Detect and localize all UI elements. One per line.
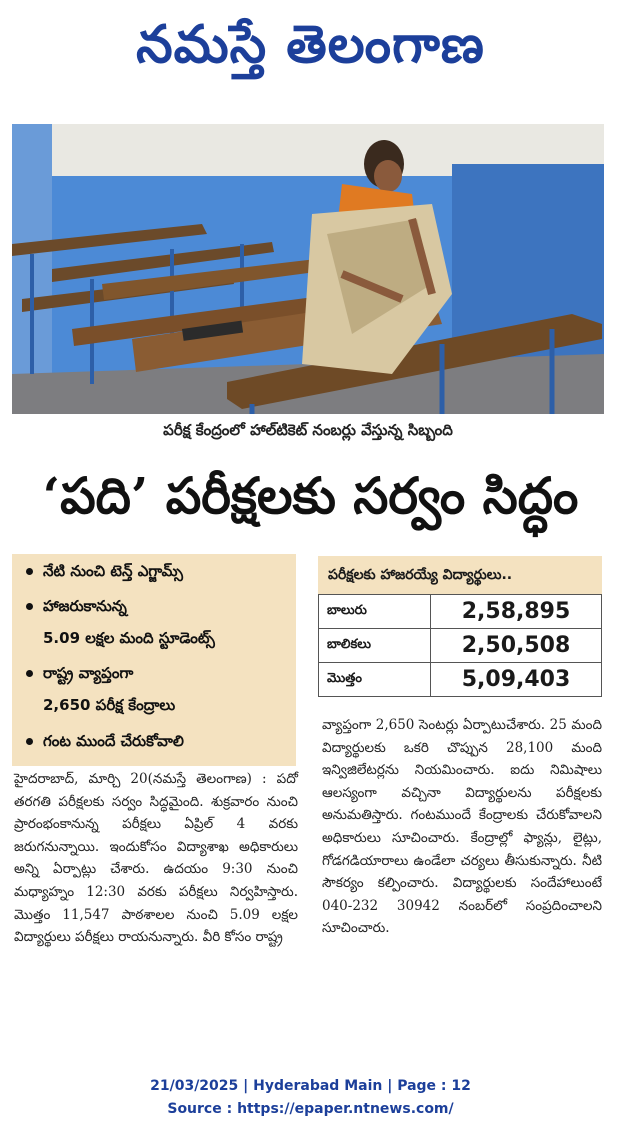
stats-table [318, 594, 602, 697]
highlight-item: గంట ముందే చేరుకోవాలి [26, 732, 184, 754]
footer-source-link[interactable]: Source : https://epaper.ntnews.com/ [167, 1101, 454, 1117]
highlight-item-line2: 5.09 లక్షల మంది స్టూడెంట్స్ [43, 629, 215, 647]
bullet-icon [26, 568, 33, 575]
stats-value: 2,58,895 [431, 595, 602, 629]
stats-label: మొత్తం [319, 663, 431, 697]
footer-edition-info: 21/03/2025 | Hyderabad Main | Page : 12 [150, 1078, 471, 1094]
stats-box [318, 556, 602, 706]
photo-caption: పరీక్ష కేంద్రంలో హాల్‌టికెట్ నంబర్లు వేస్తున్న సిబ్బంది [163, 421, 453, 439]
article-text-right: వ్యాప్తంగా 2,650 సెంటర్లు ఏర్పాటుచేశారు. 25 మంది విద్యార్థులకు ఒకరి చొప్పున 28,100 మంది ఇన్విజిలేటర్లను నియమించారు. ఐదు నిమిషాలు ఆలస్యంగా వచ్చినా విద్యార్థులను పరీక్షలకు అనుమతిస్తారు. గంటముందే కేంద్రాలకు చేరుకోవాలని అధికారులు సూచించారు. కేంద్రాల్లో ఫ్యాన్లు, లైట్లు, గోడగడియారాలు ఉండేలా చర్యలు తీసుకున్నారు. నీటి సౌకర్యం కల్పించారు. విద్యార్థులకు సందేహాలుంటే 040-232 30942 నంబర్‌లో సంప్రదించాలని సూచించారు. [322, 717, 602, 937]
table-row [319, 663, 602, 697]
article-text-left: హైదరాబాద్, మార్చి 20(నమస్తే తెలంగాణ) : పదో తరగతి పరీక్షలకు సర్వం సిద్ధమైంది. శుక్రవారం నుంచి ప్రారంభంకానున్న పరీక్షలు ఏప్రిల్ 4 వరకు జరుగనున్నాయి. ఇందుకోసం విద్యాశాఖ అధికారులు అన్ని ఏర్పాట్లు చేశారు. ఉదయం 9:30 నుంచి మధ్యాహ్నం 12:30 వరకు పరీక్షలు నిర్వహిస్తారు. మొత్తం 11,547 పాఠశాలల నుంచి 5.09 లక్షల విద్యార్థులు పరీక్షలు రాయనున్నారు. వీరి కోసం రాష్ట్ర [14, 771, 298, 946]
highlight-item: హాజరుకానున్న [26, 597, 127, 619]
bullet-icon [26, 738, 33, 745]
highlight-item: నేటి నుంచి టెన్త్ ఎగ్జామ్స్ [26, 562, 183, 584]
bullet-icon [26, 670, 33, 677]
bullet-icon [26, 603, 33, 610]
highlight-item-line2: 2,650 పరీక్ష కేంద్రాలు [43, 696, 176, 714]
stats-label: బాలురు [319, 595, 431, 629]
news-photo [12, 124, 604, 414]
stats-heading: పరీక్షలకు హాజరయ్యే విద్యార్థులు.. [318, 556, 602, 594]
headline: ‘పది’ పరీక్షలకు సర్వం సిద్ధం [42, 466, 579, 525]
stats-label: బాలికలు [319, 629, 431, 663]
stats-value: 5,09,403 [431, 663, 602, 697]
masthead-title: నమస్తే తెలంగాణ [136, 14, 485, 75]
table-row [319, 595, 602, 629]
highlight-item: రాష్ట్ర వ్యాప్తంగా [26, 664, 133, 686]
stats-value: 2,50,508 [431, 629, 602, 663]
highlights-box [12, 554, 296, 766]
table-row [319, 629, 602, 663]
